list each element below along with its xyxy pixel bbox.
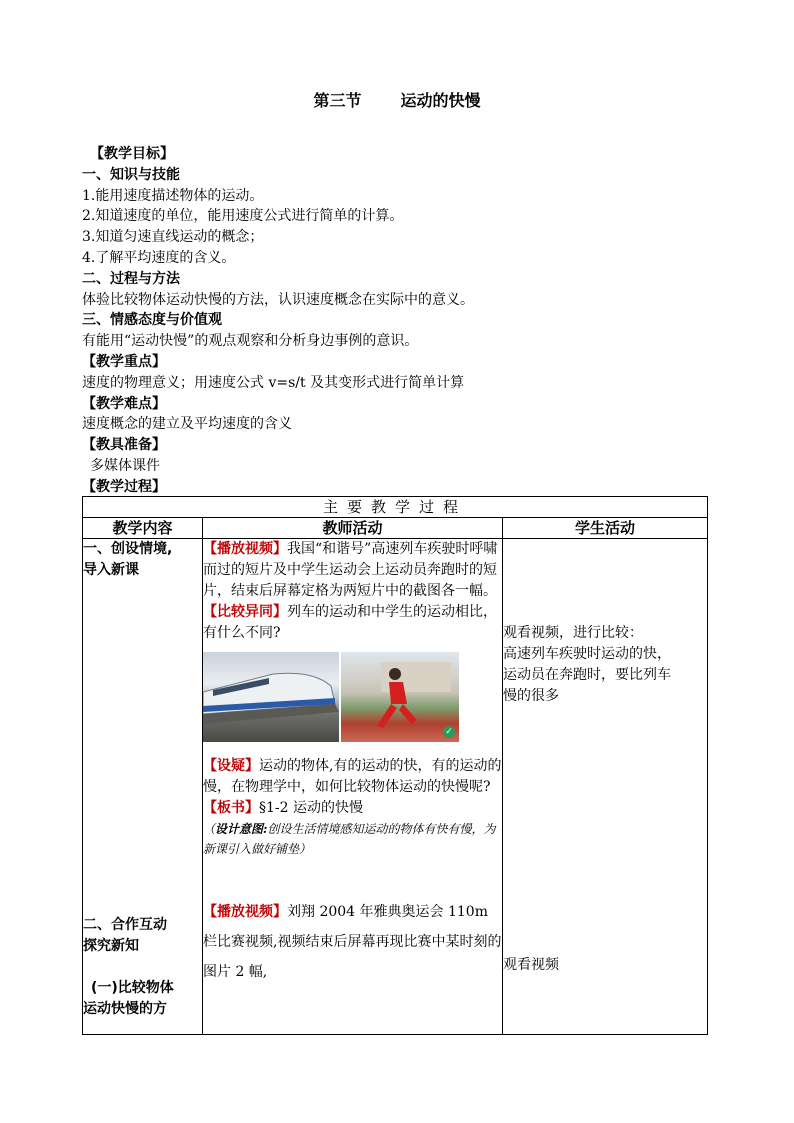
tag-question: 【设疑】 bbox=[203, 758, 259, 774]
tag-play-video: 【播放视频】 bbox=[203, 904, 287, 920]
emotion-heading: 三、情感态度与价值观 bbox=[82, 312, 222, 329]
teacher-paragraph-video bbox=[203, 539, 502, 602]
page-title: 第三节 运动的快慢 bbox=[313, 91, 481, 110]
tag-play-video: 【播放视频】 bbox=[203, 541, 287, 557]
row1-content-line: 导入新课 bbox=[83, 562, 139, 578]
row1-content-cell bbox=[83, 539, 203, 1035]
col-header-student: 学生活动 bbox=[503, 518, 708, 539]
objectives-heading: 【教学目标】 bbox=[90, 146, 174, 162]
row1-content-line: 一、创设情境, bbox=[83, 541, 173, 557]
teacher-paragraph-video-2 bbox=[203, 897, 502, 987]
teacher-text: 刘翔 2004 年雅典奥运会 110m 栏比赛视频,视频结束后屏幕再现比赛中某时刻的图片 2 幅, bbox=[203, 904, 502, 980]
emotion-text: 有能用“运动快慢”的观点观察和分析身边事例的意识。 bbox=[82, 333, 419, 350]
knowledge-item: 2.知道速度的单位，能用速度公式进行简单的计算。 bbox=[82, 208, 404, 225]
knowledge-item: 4.了解平均速度的含义。 bbox=[82, 249, 236, 266]
row2-content-line: 探究新知 bbox=[83, 938, 139, 954]
teacher-text: 我国“和谐号”高速列车疾驶时呼啸而过的短片及中学生运动会上运动员奔跑时的短片，结束后屏幕定格为两短片中的截图各一幅。 bbox=[203, 541, 498, 599]
key-points-text: 速度的物理意义；用速度公式 v=s/t 及其变形式进行简单计算 bbox=[82, 374, 465, 391]
tag-board: 【板书】 bbox=[203, 800, 259, 816]
teacher-text: 运动的物体,有的运动的快，有的运动的慢，在物理学中，如何比较物体运动的快慢呢? bbox=[203, 758, 502, 795]
row1-student-cell bbox=[503, 539, 708, 1035]
design-intent-note: （设计意图:创设生活情境感知运动的物体有快有慢，为新课引入做好铺垫） bbox=[203, 822, 496, 856]
teacher-paragraph-board bbox=[203, 798, 502, 819]
student-line: 高速列车疾驶时运动的快， bbox=[503, 646, 671, 662]
checkmark-icon: ✓ bbox=[443, 726, 455, 738]
row2-sub-line: (一)比较物体 bbox=[91, 980, 174, 996]
process-heading: 二、过程与方法 bbox=[82, 270, 180, 287]
note-label: 设计意图: bbox=[215, 822, 268, 836]
table-span-header: 主要教学过程 bbox=[83, 497, 708, 518]
col-header-content: 教学内容 bbox=[83, 518, 203, 539]
train-photo bbox=[203, 652, 339, 742]
teacher-paragraph-compare bbox=[203, 602, 502, 644]
knowledge-item: 3.知道匀速直线运动的概念； bbox=[82, 229, 264, 246]
objectives-section bbox=[82, 144, 707, 498]
student-line: 运动员在奔跑时，要比列车 bbox=[503, 667, 671, 683]
row2-sub-line: 运动快慢的方 bbox=[83, 1001, 167, 1017]
difficulties-text: 速度概念的建立及平均速度的含义 bbox=[82, 416, 292, 433]
student-line: 慢的很多 bbox=[503, 688, 559, 704]
row1-teacher-cell bbox=[203, 539, 503, 1035]
teacher-text: 列车的运动和中学生的运动相比，有什么不同? bbox=[203, 604, 497, 641]
col-header-teacher: 教师活动 bbox=[203, 518, 503, 539]
teacher-text: §1-2 运动的快慢 bbox=[259, 800, 363, 816]
screenshot-images bbox=[203, 652, 502, 742]
tag-compare: 【比较异同】 bbox=[203, 604, 287, 620]
teacher-paragraph-question bbox=[203, 756, 502, 798]
process-text: 体验比较物体运动快慢的方法，认识速度概念在实际中的意义。 bbox=[82, 291, 474, 308]
student-line: 观看视频 bbox=[503, 957, 559, 973]
knowledge-heading: 一、知识与技能 bbox=[82, 166, 180, 183]
student-line: 观看视频，进行比较： bbox=[503, 625, 643, 641]
tools-heading: 【教具准备】 bbox=[82, 437, 166, 454]
knowledge-item: 1.能用速度描述物体的运动。 bbox=[82, 187, 264, 204]
key-points-heading: 【教学重点】 bbox=[82, 353, 166, 370]
tools-text: 多媒体课件 bbox=[90, 457, 160, 474]
process-section-heading: 【教学过程】 bbox=[82, 478, 166, 495]
runner-photo bbox=[341, 652, 459, 742]
teaching-process-table bbox=[82, 496, 708, 1035]
difficulties-heading: 【教学难点】 bbox=[82, 395, 166, 412]
note-text: 创设生活情境感知运动的物体有快有慢，为新课引入做好铺垫 bbox=[203, 822, 496, 856]
row2-content-line: 二、合作互动 bbox=[83, 917, 167, 933]
